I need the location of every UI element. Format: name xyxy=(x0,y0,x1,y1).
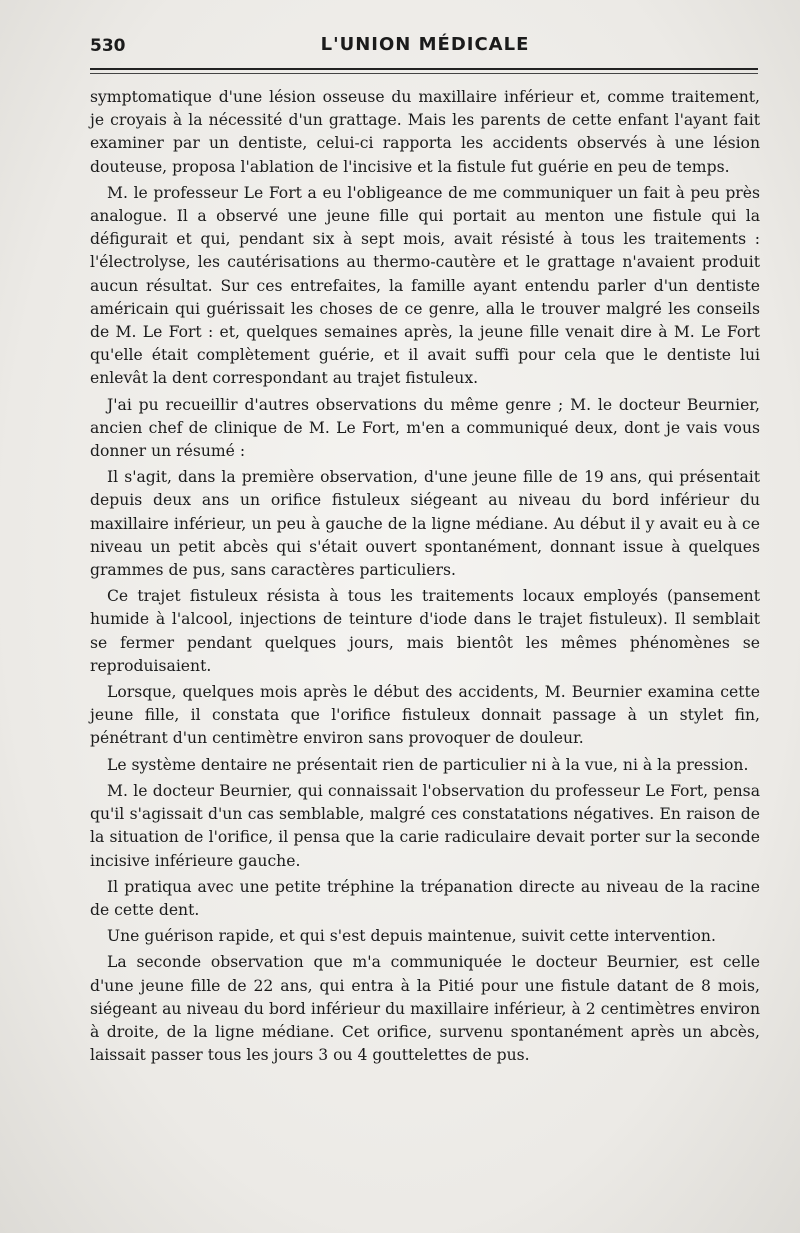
paragraph: La seconde observation que m'a communiquée le docteur Beurnier, est celle d'une jeune fille de 22 ans, qui entra à la Pitié pour une fistule datant de 8 mois, siégeant au niveau du bord inférieur du maxillaire inférieur, à 2 centimètres environ à droite, de la ligne médiane. Cet orifice, survenu spontanément après un abcès, laissait passer tous les jours 3 ou 4 gouttelettes de pus. xyxy=(90,953,760,1065)
header-rule xyxy=(90,68,758,70)
page-number: 530 xyxy=(90,36,126,56)
paragraph: M. le docteur Beurnier, qui connaissait l'observation du professeur Le Fort, pensa qu'il s'agissait d'un cas semblable, malgré ces constatations négatives. En raison de la situation de l'orifice, il pensa que la carie radiculaire devait porter sur la seconde incisive inférieure gauche. xyxy=(90,781,760,870)
paragraph: Il pratiqua avec une petite tréphine la trépanation directe au niveau de la racine de cette dent. xyxy=(90,877,760,919)
paragraph: Une guérison rapide, et qui s'est depuis maintenue, suivit cette intervention. xyxy=(107,927,716,946)
header-rule-thin xyxy=(90,73,758,74)
page-header xyxy=(90,30,760,60)
paragraph: symptomatique d'une lésion osseuse du maxillaire inférieur et, comme traitement, je croyais à la nécessité d'un grattage. Mais les parents de cette enfant l'ayant fait examiner par un dentiste, celui-ci rapporta les accidents observés à une lésion douteuse, proposa l'ablation de l'incisive et la fistule fut guérie en peu de temps. xyxy=(90,88,760,176)
paragraph: Il s'agit, dans la première observation, d'une jeune fille de 19 ans, qui présentait depuis deux ans un orifice fistuleux siégeant au niveau du bord inférieur du maxillaire inférieur, un peu à gauche de la ligne médiane. Au début il y avait eu à ce niveau un petit abcès qui s'était ouvert spontanément, donnant issue à quelques grammes de pus, sans caractères particuliers. xyxy=(90,468,760,580)
body-text xyxy=(90,86,760,1067)
paragraph: Lorsque, quelques mois après le début des accidents, M. Beurnier examina cette jeune fille, il constata que l'orifice fistuleux donnait passage à un stylet fin, pénétrant d'un centimètre environ sans provoquer de douleur. xyxy=(90,683,760,748)
paragraph: Le système dentaire ne présentait rien de particulier ni à la vue, ni à la pression. xyxy=(107,755,749,774)
paragraph: M. le professeur Le Fort a eu l'obligeance de me communiquer un fait à peu près analogue. Il a observé une jeune fille qui portait au menton une fistule qui la défigurait et qui, pendant six à sept mois, avait résisté à tous les traitements : l'électrolyse, les cautérisations au thermo-cautère et le grattage n'avaient produit aucun résultat. Sur ces entrefaites, la famille ayant entendu parler d'un dentiste américain qui guérissait les choses de ce genre, alla le trouver malgré les conseils de M. Le Fort : et, quelques semaines après, la jeune fille venait dire à M. Le Fort qu'elle était complètement guérie, et il avait suffi pour cela que le dentiste lui enlevât la dent correspondant au trajet fistuleux. xyxy=(90,183,760,388)
paragraph: Ce trajet fistuleux résista à tous les traitements locaux employés (pansement humide à l'alcool, injections de teinture d'iode dans le trajet fistuleux). Il semblait se fermer pendant quelques jours, mais bientôt les mêmes phénomènes se reproduisaient. xyxy=(90,587,760,675)
running-title: L'UNION MÉDICALE xyxy=(320,34,530,55)
paragraph: J'ai pu recueillir d'autres observations du même genre ; M. le docteur Beurnier, ancien chef de clinique de M. Le Fort, m'en a communiqué deux, dont je vais vous donner un résumé : xyxy=(90,395,760,461)
